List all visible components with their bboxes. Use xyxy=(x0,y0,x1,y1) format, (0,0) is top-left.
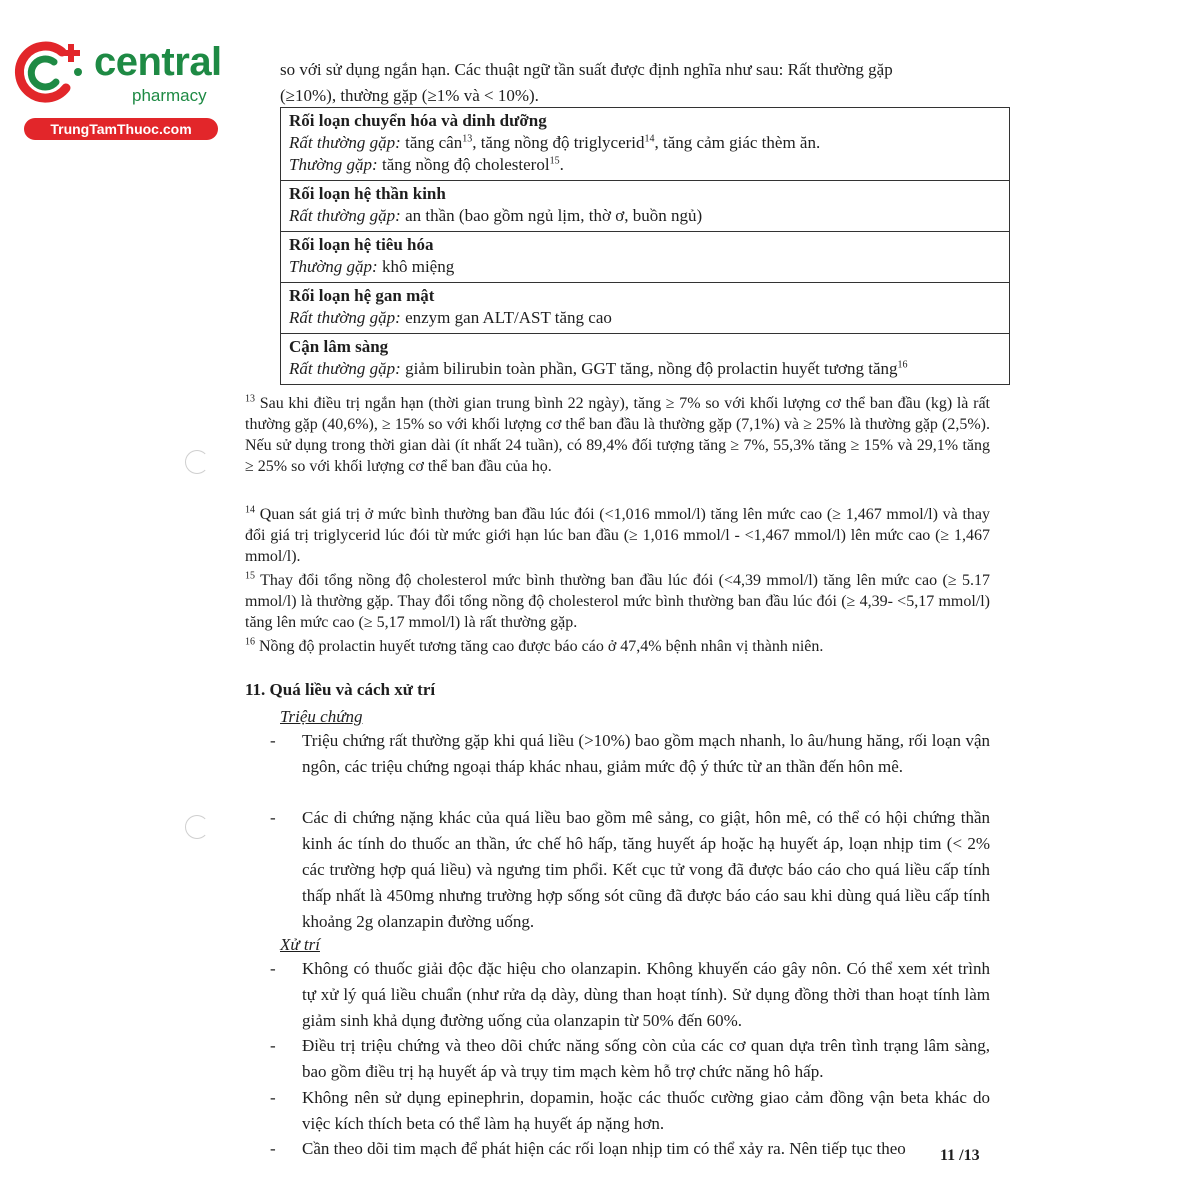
intro-line-2: (≥10%), thường gặp (≥1% và < 10%). xyxy=(280,86,539,105)
footnote: $^{15}$ Thay đổi tổng nồng độ cholesterol mức bình thường ban đầu lúc đói (<4,39 mmol/l) tăng lên mức cao (≥ 5.17 mmol/l) là thường gặp. Thay đổi tổng nồng độ cholesterol mức bình thường ban đầu lúc đói (≥ 4,39- <5,17 mmol/l) tăng lên mức cao (≥ 5,17 mmol/l) là rất thường gặp. xyxy=(245,570,990,631)
list-item xyxy=(270,728,990,780)
footnote-ref: 16 xyxy=(897,359,908,371)
frequency-line: Rất thường gặp: tăng cân$^{13}$, tăng nồng độ triglycerid$^{14}$, tăng cảm giác thèm ăn. xyxy=(289,133,821,152)
central-pharmacy-logo xyxy=(10,36,222,140)
list-item-text: Triệu chứng rất thường gặp khi quá liều (>10%) bao gồm mạch nhanh, lo âu/hung hăng, rối loạn vận ngôn, các triệu chứng ngoại tháp khác nhau, giảm mức độ ý thức từ an thần đến hôn mê. xyxy=(302,731,990,776)
footnote-number: 15 xyxy=(245,570,255,582)
table-cell xyxy=(281,108,1010,181)
punch-hole-mark xyxy=(185,450,209,474)
symptoms-title: Triệu chứng xyxy=(280,707,363,726)
frequency-line: Rất thường gặp: giảm bilirubin toàn phần, GGT tăng, nồng độ prolactin huyết tương tăng$^{16}$ xyxy=(289,359,908,378)
footnote: $^{13}$ Sau khi điều trị ngắn hạn (thời gian trung bình 22 ngày), tăng ≥ 7% so với khối lượng cơ thể ban đầu (kg) là rất thường gặp (40,6%), ≥ 15% so với khối lượng cơ thể ban đầu là thường gặp (7,1%) và ≥ 25% là thường gặp (2,5%). Nếu sử dụng trong thời gian dài (ít nhất 24 tuần), có 89,4% đối tượng tăng ≥ 7%, 55,3% tăng ≥ 15% và 29,1% tăng ≥ 25% so với khối lượng cơ thể ban đầu của họ. xyxy=(245,393,990,475)
list-item-text: Điều trị triệu chứng và theo dõi chức năng sống còn của các cơ quan dựa trên tình trạng lâm sàng, bao gồm điều trị hạ huyết áp và trụy tim mạch kèm hỗ trợ chức năng hô hấp. xyxy=(302,1036,990,1081)
footnote-ref: 13 xyxy=(462,133,473,145)
footnote-ref: 14 xyxy=(644,133,655,145)
table-row xyxy=(281,232,1010,283)
table-row xyxy=(281,181,1010,232)
list-item xyxy=(270,1085,990,1137)
list-item-text: Không nên sử dụng epinephrin, dopamin, hoặc các thuốc cường giao cảm đồng vận beta khác do việc kích thích beta có thể làm hạ huyết áp nặng hơn. xyxy=(302,1088,990,1133)
footnote: $^{14}$ Quan sát giá trị ở mức bình thường ban đầu lúc đói (<1,016 mmol/l) tăng lên mức cao (≥ 1,467 mmol/l) và thay đổi giá trị triglycerid lúc đói từ mức giới hạn lúc ban đầu (≥ 1,016 mmol/l - <1,467 mmol/l) lên mức cao (≥ 1,467 mmol/l). xyxy=(245,504,990,565)
frequency-label: Thường gặp: xyxy=(289,155,378,174)
footnote: $^{16}$ Nồng độ prolactin huyết tương tăng cao được báo cáo ở 47,4% bệnh nhân vị thành niên. xyxy=(245,636,824,655)
footnote-number: 14 xyxy=(245,504,255,516)
treatment-title: Xử trí xyxy=(280,935,320,954)
footnote-number: 13 xyxy=(245,393,255,405)
frequency-label: Rất thường gặp: xyxy=(289,359,401,378)
bullet-dash: - xyxy=(270,808,276,827)
page-number: 11 /13 xyxy=(940,1147,980,1164)
table-cell xyxy=(281,334,1010,385)
central-c-cross-icon xyxy=(10,38,90,106)
frequency-line: Rất thường gặp: an thần (bao gồm ngủ lịm, thờ ơ, buồn ngủ) xyxy=(289,206,703,225)
logo-name: central xyxy=(94,40,222,84)
frequency-line: Rất thường gặp: enzym gan ALT/AST tăng cao xyxy=(289,308,612,327)
footnote-ref: 15 xyxy=(549,155,560,167)
bullet-dash: - xyxy=(270,1139,276,1158)
category-title: Rối loạn hệ thần kinh xyxy=(289,184,446,203)
frequency-label: Rất thường gặp: xyxy=(289,308,401,327)
side-effects-table xyxy=(280,107,1010,385)
frequency-line: Thường gặp: khô miệng xyxy=(289,257,455,276)
bullet-dash: - xyxy=(270,731,276,750)
frequency-label: Rất thường gặp: xyxy=(289,206,401,225)
logo-url-badge: TrungTamThuoc.com xyxy=(24,118,218,140)
frequency-label: Rất thường gặp: xyxy=(289,133,401,152)
table-cell xyxy=(281,232,1010,283)
table-row xyxy=(281,334,1010,385)
footnote-number: 16 xyxy=(245,636,255,648)
bullet-dash: - xyxy=(270,959,276,978)
table-cell xyxy=(281,181,1010,232)
frequency-label: Thường gặp: xyxy=(289,257,378,276)
section-heading: 11. Quá liều và cách xử trí xyxy=(245,680,436,699)
logo-subtitle: pharmacy xyxy=(132,86,207,105)
list-item-text: Các di chứng nặng khác của quá liều bao gồm mê sảng, co giật, hôn mê, có thể có hội chứng thần kinh ác tính do thuốc an thần, ức chế hô hấp, tăng huyết áp hoặc hạ huyết áp, loạn nhịp tim (< 2% các trường hợp quá liều) và ngưng tim phổi. Kết cục tử vong đã được báo cáo cho quá liều cấp tính thấp nhất là 450mg nhưng trường hợp sống sót cũng đã được báo cáo sau khi dùng quá liều cấp tính khoảng 2g olanzapin đường uống. xyxy=(302,808,990,931)
category-title: Rối loạn hệ gan mật xyxy=(289,286,435,305)
category-title: Rối loạn chuyển hóa và dinh dưỡng xyxy=(289,111,547,130)
bullet-dash: - xyxy=(270,1036,276,1055)
list-item xyxy=(270,1033,990,1085)
list-item xyxy=(270,1136,990,1162)
category-title: Rối loạn hệ tiêu hóa xyxy=(289,235,434,254)
bullet-dash: - xyxy=(270,1088,276,1107)
frequency-line: Thường gặp: tăng nồng độ cholesterol$^{15}$. xyxy=(289,155,564,174)
table-cell xyxy=(281,283,1010,334)
intro-line-1: so với sử dụng ngắn hạn. Các thuật ngữ tần suất được định nghĩa như sau: Rất thường gặp xyxy=(280,60,893,79)
table-row xyxy=(281,283,1010,334)
list-item-text: Cần theo dõi tim mạch để phát hiện các rối loạn nhịp tim có thể xảy ra. Nên tiếp tục theo xyxy=(302,1139,906,1158)
list-item xyxy=(270,956,990,1034)
list-item-text: Không có thuốc giải độc đặc hiệu cho olanzapin. Không khuyến cáo gây nôn. Có thể xem xét trình tự xử lý quá liều chuẩn (như rửa dạ dày, dùng than hoạt tính). Sử dụng đồng thời than hoạt tính làm giảm sinh khả dụng đường uống của olanzapin từ 50% đến 60%. xyxy=(302,959,990,1030)
punch-hole-mark xyxy=(185,815,209,839)
table-row xyxy=(281,108,1010,181)
list-item xyxy=(270,805,990,935)
category-title: Cận lâm sàng xyxy=(289,337,389,356)
